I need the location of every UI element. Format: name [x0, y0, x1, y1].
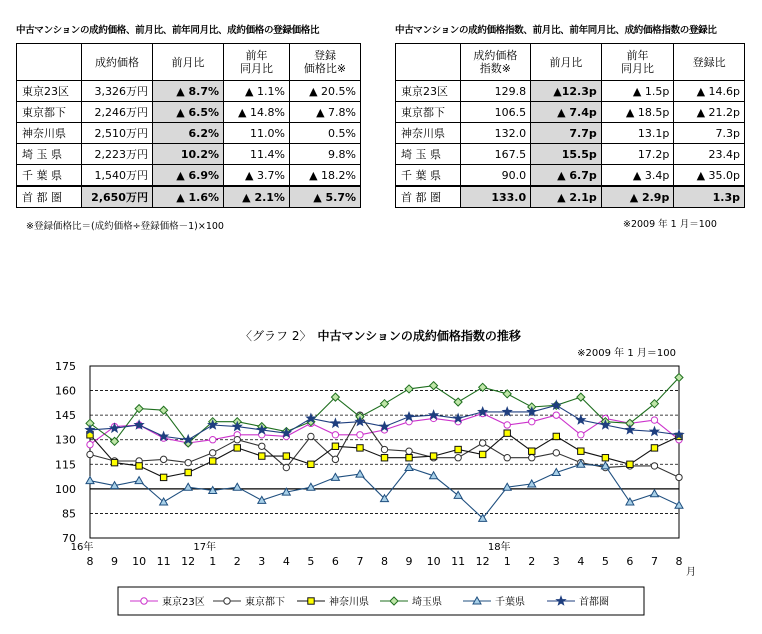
data-point [135, 477, 143, 484]
year-label: 16年 [70, 542, 94, 553]
data-point [357, 445, 363, 451]
data-point [356, 470, 364, 477]
x-tick-label: 5 [601, 555, 609, 568]
value-cell: 11.4% [224, 144, 290, 165]
data-point [504, 455, 510, 461]
legend-label: 東京23区 [162, 597, 205, 608]
data-point [650, 427, 659, 435]
value-cell: 7.7p [531, 123, 602, 144]
region-cell: 千 葉 県 [396, 165, 461, 187]
chart-note: ※2009 年 1 月＝100 [577, 348, 676, 359]
data-point [454, 398, 462, 406]
value-cell: 2,510万円 [81, 123, 152, 144]
data-point [234, 437, 240, 443]
data-point [503, 390, 511, 398]
value-cell: 133.0 [460, 186, 531, 208]
data-point [455, 455, 461, 461]
value-cell: 1,540万円 [81, 165, 152, 187]
value-cell: 1.3p [674, 186, 745, 208]
data-point [578, 448, 584, 454]
value-cell: 2,223万円 [81, 144, 152, 165]
data-point [650, 490, 658, 497]
table2-header: 成約価格 指数※ [460, 44, 531, 81]
data-point [210, 458, 216, 464]
legend-label: 千葉県 [495, 597, 525, 608]
data-point [676, 474, 682, 480]
table1-header: 成約価格 [81, 44, 152, 81]
chart-title: 〈グラフ 2〉 中古マンションの成約価格指数の推移 [240, 329, 521, 343]
value-cell: 23.4p [674, 144, 745, 165]
data-point [381, 400, 389, 408]
data-point [504, 430, 510, 436]
value-cell: ▲12.3p [531, 81, 602, 102]
region-cell: 首 都 圏 [396, 186, 461, 208]
data-point [675, 501, 683, 508]
data-point [626, 425, 635, 433]
data-point [87, 441, 93, 447]
table2-header: 前月比 [531, 44, 602, 81]
x-tick-label: 3 [552, 555, 560, 568]
value-cell: 17.2p [601, 144, 674, 165]
year-label: 17年 [193, 542, 217, 553]
value-cell: ▲ 14.8% [224, 102, 290, 123]
value-cell: ▲ 2.1% [224, 186, 290, 208]
data-point [283, 464, 289, 470]
data-point [577, 416, 586, 424]
data-point [87, 451, 93, 457]
data-point [135, 405, 143, 413]
data-point [651, 417, 657, 423]
data-point [210, 437, 216, 443]
value-cell: 10.2% [152, 144, 223, 165]
data-point [283, 453, 289, 459]
value-cell: ▲ 20.5% [289, 81, 360, 102]
data-point [259, 443, 265, 449]
value-cell: 15.5p [531, 144, 602, 165]
table1-header: 登録 価格比※ [289, 44, 360, 81]
legend-label: 神奈川県 [329, 597, 369, 608]
value-cell: ▲ 18.5p [601, 102, 674, 123]
x-tick-label: 2 [233, 555, 241, 568]
x-tick-label: 8 [675, 555, 683, 568]
legend-label: 東京都下 [245, 597, 285, 608]
value-cell: 9.8% [289, 144, 360, 165]
x-tick-label: 6 [331, 555, 339, 568]
x-tick-label: 11 [156, 555, 171, 568]
y-tick-label: 100 [55, 482, 76, 496]
year-label: 18年 [487, 542, 511, 553]
data-point [529, 418, 535, 424]
value-cell: ▲ 35.0p [674, 165, 745, 187]
table1-title: 中古マンションの成約価格、前月比、前年同月比、成約価格の登録価格比 [16, 25, 320, 36]
value-cell: ▲ 8.7% [152, 81, 223, 102]
data-point [552, 401, 561, 409]
table2-header: 前年 同月比 [601, 44, 674, 81]
data-point [405, 385, 413, 393]
series-埼玉県 [86, 373, 683, 447]
x-tick-label: 12 [475, 555, 490, 568]
series-line [90, 464, 679, 518]
y-tick-label: 175 [55, 360, 76, 373]
value-cell: ▲ 2.1p [531, 186, 602, 208]
region-cell: 首 都 圏 [17, 186, 82, 208]
data-point [331, 419, 340, 427]
data-point [503, 407, 512, 415]
region-cell: 千 葉 県 [17, 165, 82, 187]
value-cell: 106.5 [460, 102, 531, 123]
region-cell: 埼 玉 県 [396, 144, 461, 165]
legend-marker [308, 598, 314, 604]
value-cell: ▲ 5.7% [289, 186, 360, 208]
data-point [160, 456, 166, 462]
legend-marker [141, 598, 147, 604]
x-tick-label: 10 [132, 555, 147, 568]
data-point [504, 422, 510, 428]
data-point [455, 446, 461, 452]
value-cell: ▲ 2.9p [601, 186, 674, 208]
value-cell: 167.5 [460, 144, 531, 165]
data-point [308, 433, 314, 439]
value-cell: ▲ 3.7% [224, 165, 290, 187]
value-cell: ▲ 7.8% [289, 102, 360, 123]
data-point [553, 412, 559, 418]
y-tick-label: 70 [62, 532, 76, 545]
x-tick-label: 7 [356, 555, 364, 568]
y-tick-label: 160 [55, 384, 76, 398]
x-tick-label: 4 [577, 555, 585, 568]
data-point [307, 483, 315, 490]
data-point [185, 459, 191, 465]
value-cell: ▲ 6.7p [531, 165, 602, 187]
x-tick-label: 5 [307, 555, 315, 568]
x-tick-label: 3 [258, 555, 266, 568]
legend-label: 埼玉県 [412, 597, 442, 608]
table2-note: ※2009 年 1 月＝100 [623, 219, 717, 230]
data-point [308, 461, 314, 467]
data-point [651, 445, 657, 451]
value-cell: ▲ 18.2% [289, 165, 360, 187]
x-tick-label: 6 [626, 555, 634, 568]
month-suffix: 月 [686, 567, 696, 578]
data-point [627, 461, 633, 467]
x-tick-label: 10 [426, 555, 441, 568]
region-cell: 神奈川県 [396, 123, 461, 144]
x-tick-label: 4 [282, 555, 290, 568]
value-cell: 3,326万円 [81, 81, 152, 102]
x-tick-label: 1 [503, 555, 511, 568]
x-tick-label: 2 [528, 555, 536, 568]
value-cell: 2,650万円 [81, 186, 152, 208]
data-point [210, 450, 216, 456]
data-point [602, 455, 608, 461]
data-point [479, 440, 485, 446]
data-point [528, 480, 536, 487]
value-cell: ▲ 1.1% [224, 81, 290, 102]
data-point [136, 463, 142, 469]
x-tick-label: 12 [181, 555, 196, 568]
data-point [651, 463, 657, 469]
data-point [405, 412, 414, 420]
data-point [479, 383, 487, 391]
x-tick-label: 11 [451, 555, 466, 568]
value-cell: ▲ 7.4p [531, 102, 602, 123]
data-point [332, 443, 338, 449]
value-cell: 11.0% [224, 123, 290, 144]
data-point [160, 474, 166, 480]
x-tick-label: 9 [111, 555, 119, 568]
region-cell: 東京都下 [17, 102, 82, 123]
data-point [430, 453, 436, 459]
x-tick-label: 9 [405, 555, 413, 568]
value-cell: ▲ 14.6p [674, 81, 745, 102]
data-point [578, 432, 584, 438]
series-千葉県 [86, 460, 683, 521]
table2-header: 登録比 [674, 44, 745, 81]
table1-header: 前月比 [152, 44, 223, 81]
region-cell: 神奈川県 [17, 123, 82, 144]
value-cell: 6.2% [152, 123, 223, 144]
value-cell: ▲ 3.4p [601, 165, 674, 187]
region-cell: 埼 玉 県 [17, 144, 82, 165]
data-point [381, 455, 387, 461]
data-point [185, 469, 191, 475]
data-point [233, 483, 241, 490]
data-point [357, 432, 363, 438]
data-point [553, 433, 559, 439]
value-cell: 129.8 [460, 81, 531, 102]
data-point [332, 456, 338, 462]
value-cell: ▲ 21.2p [674, 102, 745, 123]
data-point [184, 483, 192, 490]
data-point [234, 445, 240, 451]
data-point [160, 406, 168, 414]
table1-note: ※登録価格比＝(成約価格÷登録価格－1)×100 [26, 221, 224, 232]
data-point [332, 432, 338, 438]
value-cell: ▲ 1.5p [601, 81, 674, 102]
y-tick-label: 85 [62, 507, 76, 521]
table2-title: 中古マンションの成約価格指数、前月比、前年同月比、成約価格指数の登録比 [395, 25, 717, 36]
value-cell: ▲ 6.5% [152, 102, 223, 123]
data-point [259, 453, 265, 459]
value-cell: 13.1p [601, 123, 674, 144]
region-cell: 東京都下 [396, 102, 461, 123]
value-cell: 0.5% [289, 123, 360, 144]
x-tick-label: 7 [650, 555, 658, 568]
data-point [111, 459, 117, 465]
data-point [529, 448, 535, 454]
data-point [479, 451, 485, 457]
value-cell: ▲ 1.6% [152, 186, 223, 208]
y-tick-label: 130 [55, 433, 76, 447]
region-cell: 東京23区 [17, 81, 82, 102]
value-cell: 7.3p [674, 123, 745, 144]
x-tick-label: 1 [209, 555, 217, 568]
x-tick-label: 8 [381, 555, 388, 568]
value-cell: 2,246万円 [81, 102, 152, 123]
data-point [454, 491, 462, 498]
table1-header: 前年 同月比 [224, 44, 290, 81]
value-cell: 132.0 [460, 123, 531, 144]
data-point [381, 446, 387, 452]
y-tick-label: 145 [55, 409, 76, 423]
x-tick-label: 8 [86, 555, 94, 568]
legend-label: 首都圏 [579, 597, 609, 608]
data-point [406, 455, 412, 461]
region-cell: 東京23区 [396, 81, 461, 102]
data-point [86, 477, 94, 484]
data-point [111, 437, 119, 445]
data-point [430, 382, 438, 390]
value-cell: 90.0 [460, 165, 531, 187]
value-cell: ▲ 6.9% [152, 165, 223, 187]
data-point [529, 455, 535, 461]
legend-marker [224, 598, 230, 604]
y-tick-label: 115 [55, 458, 76, 472]
data-point [406, 448, 412, 454]
data-point [553, 450, 559, 456]
data-point [135, 421, 144, 429]
